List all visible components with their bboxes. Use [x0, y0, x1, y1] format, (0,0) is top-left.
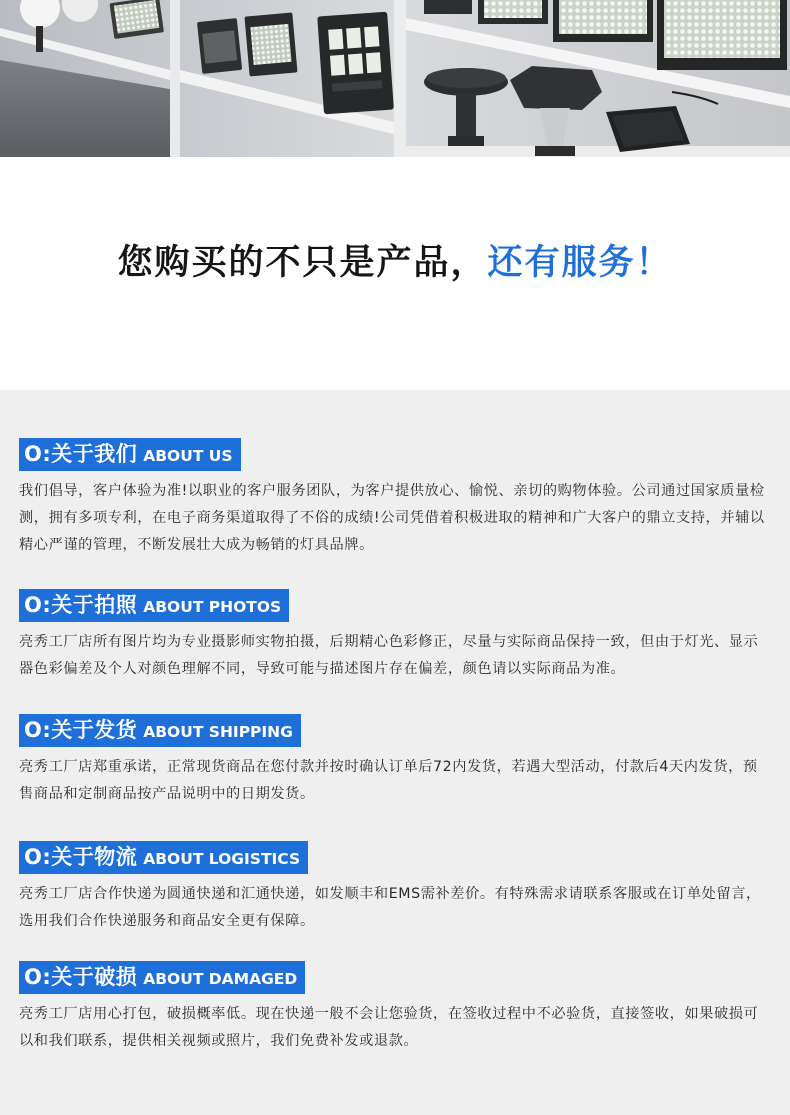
faq-text: 亮秀工厂店所有图片均为专业摄影师实物拍摄，后期精心色彩修正，尽量与实际商品保持一致，但由于灯光、显示器色彩偏差及个人对颜色理解不同，导致可能与描述图片存在偏差，颜色请以实际商品为准。	[19, 634, 759, 677]
faq-item-about-us	[19, 438, 771, 559]
faq-tag-en: ABOUT SHIPPING	[143, 723, 293, 741]
faq-tag-cn: O:关于破损	[24, 965, 138, 989]
faq-tag-en: ABOUT DAMAGED	[143, 970, 298, 988]
faq-tag-cn: O:关于拍照	[24, 593, 138, 617]
faq-item-about-damaged	[19, 961, 771, 1055]
faq-tag-cn: O:关于我们	[24, 442, 138, 466]
faq-text: 亮秀工厂店郑重承诺，正常现货商品在您付款并按时确认订单后72内发货，若遇大型活动，付款后4天内发货，预售商品和定制商品按产品说明中的日期发货。	[19, 759, 758, 802]
faq-tag-about-logistics	[19, 841, 308, 874]
faq-text: 我们倡导，客户体验为准!以职业的客户服务团队，为客户提供放心、愉悦、亲切的购物体验。公司通过国家质量检测，拥有多项专利，在电子商务渠道取得了不俗的成绩!公司凭借着积极进取的精神和广大客户的鼎立支持，并辅以精心严谨的管理，不断发展壮大成为畅销的灯具品牌。	[19, 483, 765, 553]
service-info-section	[0, 390, 790, 1115]
faq-item-about-shipping	[19, 714, 771, 808]
slogan-heading	[0, 241, 790, 285]
faq-item-about-logistics	[19, 841, 771, 935]
faq-tag-about-shipping	[19, 714, 301, 747]
slogan-section	[0, 157, 790, 390]
faq-text: 亮秀工厂店用心打包，破损概率低。现在快递一般不会让您验货，在签收过程中不必验货，直接签收，如果破损可以和我们联系，提供相关视频或照片，我们免费补发或退款。	[19, 1006, 759, 1049]
faq-tag-about-us	[19, 438, 241, 471]
faq-tag-en: ABOUT PHOTOS	[143, 598, 282, 616]
faq-tag-en: ABOUT LOGISTICS	[143, 850, 301, 868]
faq-text: 亮秀工厂店合作快递为圆通快递和汇通快递，如发顺丰和EMS需补差价。有特殊需求请联系客服或在订单处留言，选用我们合作快递服务和商品安全更有保障。	[19, 886, 761, 929]
faq-tag-about-photos	[19, 589, 289, 622]
faq-tag-cn: O:关于发货	[24, 718, 138, 742]
slogan-prefix: 您购买的不只是产品，	[117, 243, 488, 283]
faq-tag-cn: O:关于物流	[24, 845, 138, 869]
faq-tag-about-damaged	[19, 961, 305, 994]
showroom-illustration	[0, 0, 790, 157]
faq-item-about-photos	[19, 589, 771, 683]
slogan-accent: 还有服务！	[487, 243, 673, 283]
showroom-photo	[0, 0, 790, 157]
faq-tag-en: ABOUT US	[143, 447, 233, 465]
